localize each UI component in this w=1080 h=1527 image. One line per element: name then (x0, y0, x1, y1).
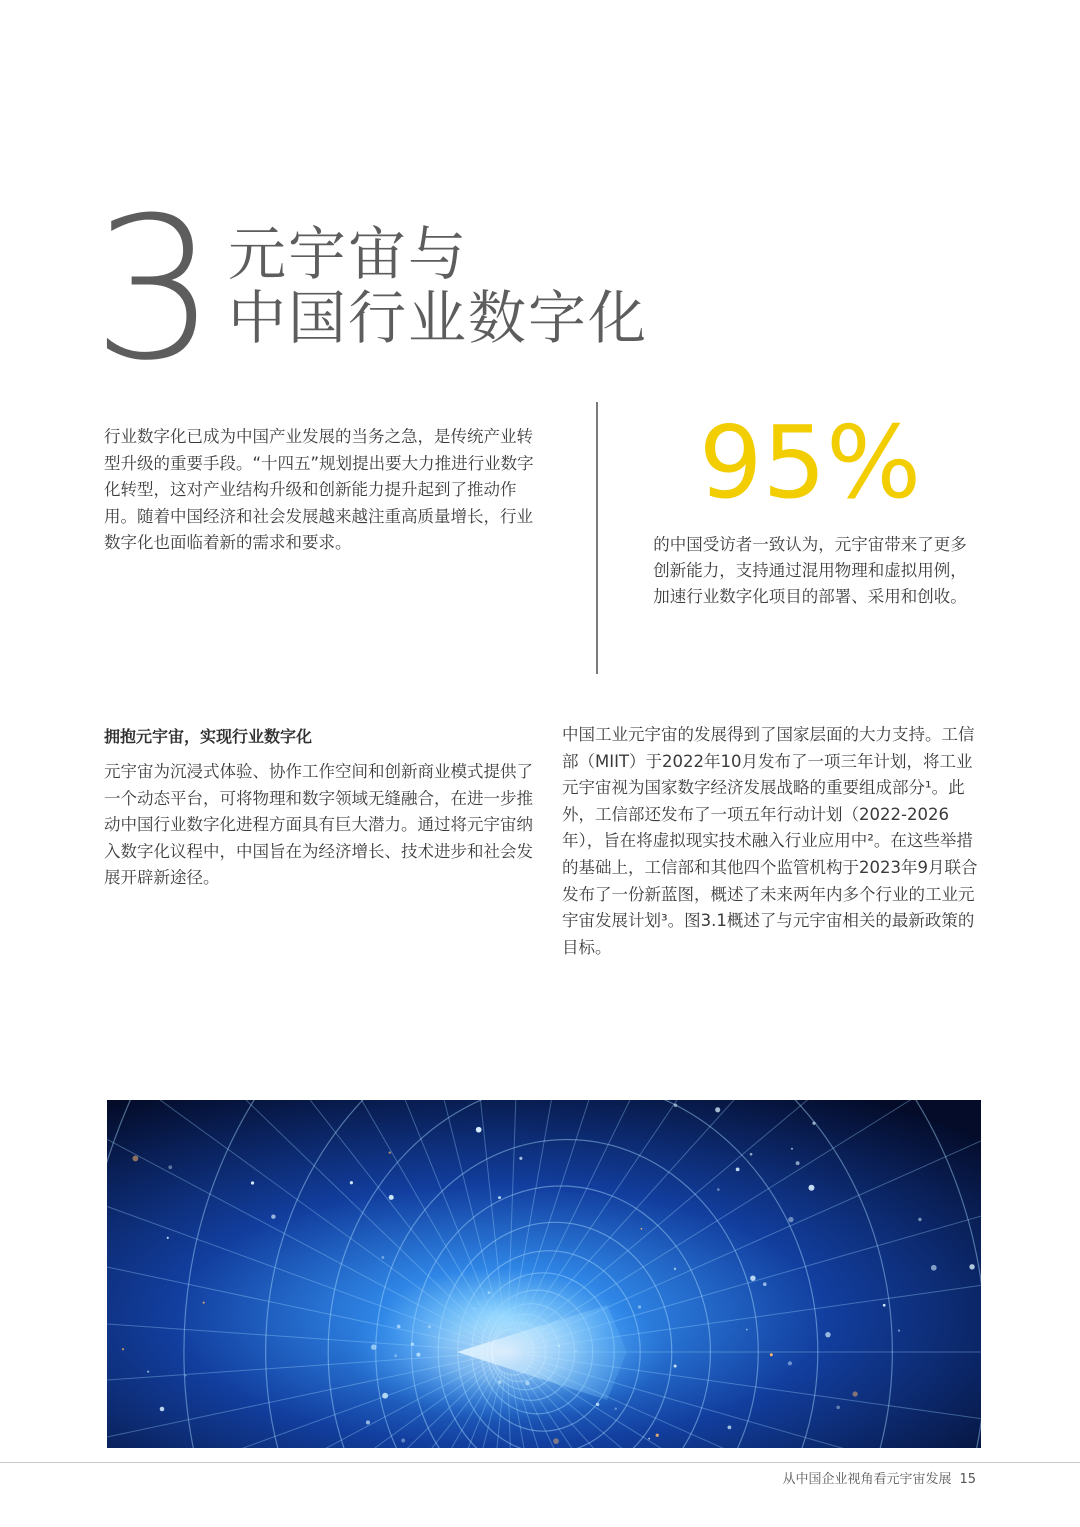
light-spark (808, 1185, 814, 1191)
intro-paragraph: 行业数字化已成为中国产业发展的当务之急，是传统产业转型升级的重要手段。“十四五”规划提出要大力推进行业数字化转型，这对产业结构升级和创新能力提升起到了推动作用。随着中国经济和社会发展越来越注重高质量增长，行业数字化也面临着新的需求和要求。 (104, 427, 534, 553)
light-spark (750, 1153, 753, 1156)
section-heading: 拥抱元宇宙，实现行业数字化 (104, 727, 313, 746)
chapter-title-line-1: 元宇宙与 (228, 220, 469, 288)
light-spark (736, 1167, 740, 1171)
light-spark (656, 1434, 659, 1437)
light-spark (931, 1265, 937, 1271)
light-spark (788, 1361, 792, 1365)
chapter-title (228, 222, 648, 350)
light-spark (969, 1264, 974, 1269)
light-spark (883, 1304, 886, 1307)
light-spark (715, 1107, 720, 1112)
light-spark (641, 1228, 643, 1230)
hero-image (107, 1100, 981, 1448)
footer-divider (0, 1462, 1080, 1463)
light-spark (791, 1148, 793, 1150)
tunnel-illustration (107, 1100, 981, 1448)
light-spark (251, 1181, 254, 1184)
light-spark (350, 1181, 353, 1184)
light-spark (746, 1329, 748, 1331)
light-spark (389, 1195, 394, 1200)
chapter-number: 3 (92, 176, 217, 404)
light-spark (728, 1425, 732, 1429)
light-spark (519, 1157, 522, 1160)
light-spark (132, 1156, 138, 1162)
light-spark (674, 1104, 678, 1108)
light-spark (918, 1218, 921, 1221)
light-spark (185, 1375, 187, 1377)
vertical-divider (596, 402, 598, 674)
light-spark (674, 1365, 677, 1368)
page-footer (774, 1468, 976, 1487)
light-spark (615, 1407, 617, 1409)
light-spark (796, 1161, 800, 1165)
light-spark (401, 1438, 405, 1442)
light-spark (271, 1215, 275, 1219)
light-spark (167, 1237, 169, 1239)
light-spark (788, 1217, 793, 1222)
footer-page-number: 15 (959, 1472, 976, 1487)
light-spark (382, 1256, 385, 1259)
light-spark (498, 1196, 501, 1199)
light-spark (122, 1348, 124, 1350)
light-spark (674, 1268, 676, 1270)
light-spark (812, 1122, 815, 1125)
light-spark (203, 1302, 205, 1304)
section-right-paragraph: 中国工业元宇宙的发展得到了国家层面的大力支持。工信部（MIIT）于2022年10月发布了一项三年计划，将工业元宇宙视为国家数字经济发展战略的重要组成部分¹。此外，工信部还发布了一项五年行动计划（2022-2026年），旨在将虚拟现实技术融入行业应用中²。在这些举措的基础上，工信部和其他四个监管机构于2023年9月联合发布了一份新蓝图，概述了未来两年内多个行业的工业元宇宙发展计划³。图3.1概述了与元宇宙相关的最新政策的目标。 (562, 725, 978, 957)
footer-publication: 从中国企业视角看元宇宙发展 (782, 1472, 952, 1487)
light-spark (853, 1391, 858, 1396)
light-spark (898, 1330, 900, 1332)
light-spark (553, 1438, 559, 1444)
light-spark (836, 1406, 840, 1410)
light-spark (147, 1371, 149, 1373)
light-spark (389, 1151, 391, 1153)
light-spark (717, 1188, 720, 1191)
light-spark (476, 1127, 482, 1133)
light-spark (366, 1420, 370, 1424)
stat-value: 95% (698, 404, 922, 521)
light-spark (770, 1353, 773, 1356)
chapter-title-line-2: 中国行业数字化 (228, 284, 649, 352)
light-spark (648, 1438, 650, 1440)
stat-description: 的中国受访者一致认为，元宇宙带来了更多创新能力，支持通过混用物理和虚拟用例，加速行业数字化项目的部署、采用和创收。 (653, 535, 967, 606)
light-spark (638, 1305, 641, 1308)
light-spark (825, 1332, 830, 1337)
light-spark (160, 1407, 165, 1412)
light-spark (763, 1282, 767, 1286)
section-left-paragraph: 元宇宙为沉浸式体验、协作工作空间和创新商业模式提供了一个动态平台，可将物理和数字领域无缝融合，在进一步推动中国行业数字化进程方面具有巨大潜力。通过将元宇宙纳入数字化议程中，中国旨在为经济增长、技术进步和社会发展开辟新途径。 (104, 762, 533, 888)
light-spark (750, 1275, 755, 1280)
light-spark (168, 1165, 172, 1169)
